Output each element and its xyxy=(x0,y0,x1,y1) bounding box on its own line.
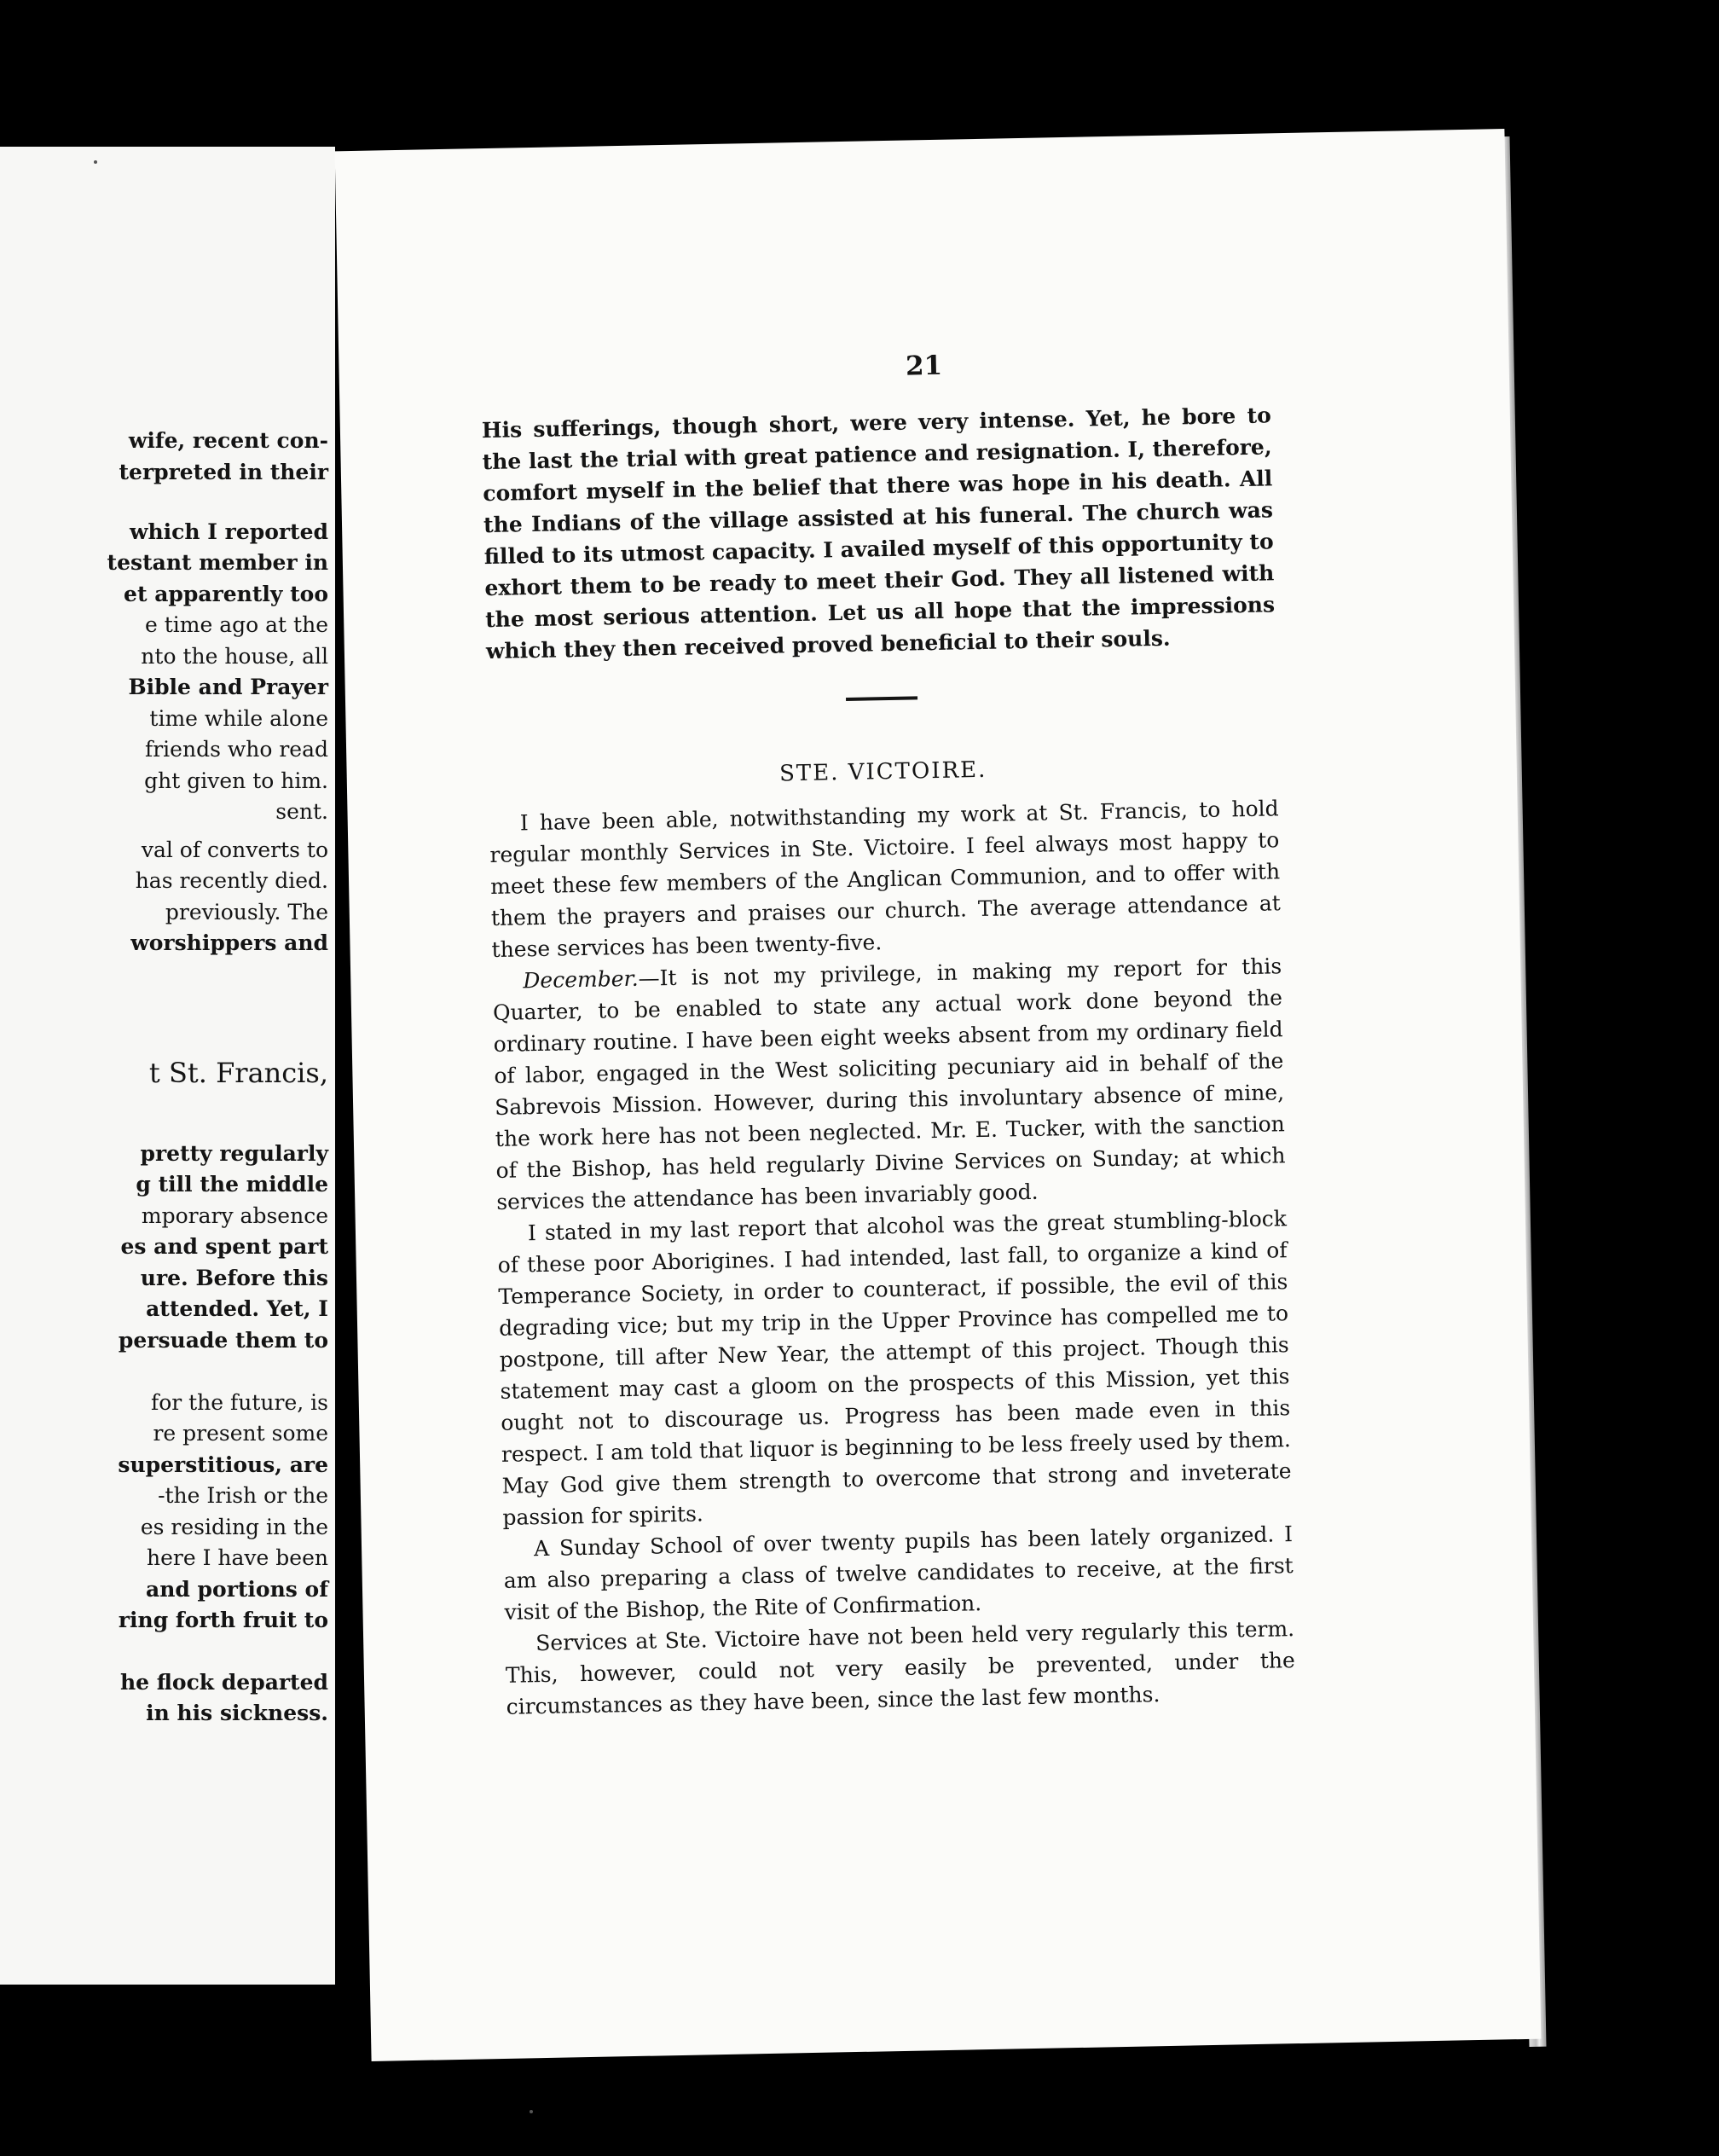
left-text-fragment: mporary absence xyxy=(141,1203,328,1228)
left-text-fragment: friends who read xyxy=(144,737,328,762)
right-page xyxy=(335,129,1542,2061)
paragraph-text: —It is not my privilege, in making my report for this Quarter, to be enabled to state any actual work done beyond the ordinary routine. I have been eight weeks absent from my ordinary field of labor, engaged in the West soliciting pecuniary aid in behalf of the Sabrevois Mission. However, during this involuntary absence of mine, the work here has not been neglected. Mr. E. Tucker, with the sanction of the Bishop, has held regularly Divine Services on Sunday; at which services the attendance has been invariably good. xyxy=(492,953,1286,1214)
left-text-fragment: Bible and Prayer xyxy=(128,675,328,699)
left-text-fragment: which I reported xyxy=(129,519,328,544)
left-text-fragment: es and spent part xyxy=(120,1234,328,1259)
left-heading-fragment: t St. Francis, xyxy=(148,1057,328,1089)
left-text-fragment: val of converts to xyxy=(141,837,328,862)
section-heading: STE. VICTOIRE. xyxy=(778,756,987,787)
paragraph: Services at Ste. Victoire have not been held very regularly this term. This, however, could not very easily be prevented, under the circumstances as they have been, since the last few months. xyxy=(505,1616,1296,1719)
left-text-fragment: re present some xyxy=(153,1421,328,1446)
section-divider xyxy=(846,696,917,701)
left-text-fragment: superstitious, are xyxy=(118,1452,328,1477)
left-text-fragment: testant member in xyxy=(107,550,328,575)
left-facing-page xyxy=(0,147,335,1985)
left-text-fragment: nto the house, all xyxy=(141,644,328,669)
left-text-fragment: previously. The xyxy=(165,900,328,924)
paragraph: I have been able, notwithstanding my work at St. Francis, to hold regular monthly Services in Ste. Victoire. I feel always most happy to meet these few members of the Anglican Communion, and to offer with them the prayers and praises our church. The average attendance at these services has been twenty-five. xyxy=(489,796,1282,963)
section-body xyxy=(489,792,1295,1723)
month-label: December. xyxy=(523,965,639,994)
left-text-fragment: for the future, is xyxy=(150,1390,328,1415)
left-text-fragment: terpreted in their xyxy=(119,460,328,484)
left-text-fragment: and portions of xyxy=(146,1577,328,1602)
left-text-fragment: et apparently too xyxy=(124,582,328,606)
page-number: 21 xyxy=(905,350,943,382)
left-text-fragment: here I have been xyxy=(147,1545,328,1570)
left-text-fragment: worshippers and xyxy=(130,930,328,955)
paragraph: A Sunday School of over twenty pupils has been lately organized. I am also preparing a class of twelve candidates to receive, at the first visit of the Bishop, the Rite of Confirmation. xyxy=(503,1521,1294,1625)
left-text-fragment: -the Irish or the xyxy=(158,1483,328,1508)
paragraph: I stated in my last report that alcohol was the great stumbling-block of these poor Aborigines. I had intended, last fall, to organize a kind of Temperance Society, in order to counteract, if possible, the evil of this degrading vice; but my trip in the Upper Province has compelled me to postpone, till after New Year, the attempt of this project. Though this statement may cast a gloom on the prospects of this Mission, yet this ought not to discourage us. Progress has been made even in this respect. I am told that liquor is beginning to be less freely used by them. May God give them strength to overcome that strong and inveterate passion for spirits. xyxy=(497,1206,1292,1530)
scan-speck xyxy=(94,160,97,164)
left-text-fragment: es residing in the xyxy=(140,1515,328,1539)
opening-paragraph: His sufferings, though short, were very intense. Yet, he bore to the last the trial with great patience and resignation. I, therefore, comfort myself in the belief that there was hope in his death. All the Indians of the village assisted at his funeral. The church was filled to its utmost capacity. I availed myself of this opportunity to exhort them to be ready to meet their God. They all listened with the most serious attention. Let us all hope that the impressions which they then received proved beneficial to their souls. xyxy=(481,403,1276,664)
left-text-fragment: time while alone xyxy=(149,706,328,731)
left-text-fragment: persuade them to xyxy=(118,1328,328,1353)
left-text-fragment: he flock departed xyxy=(119,1670,328,1695)
left-text-fragment: attended. Yet, I xyxy=(146,1296,328,1321)
left-text-fragment: has recently died. xyxy=(135,868,328,893)
paragraph xyxy=(492,950,1287,1218)
scan-speck xyxy=(530,2110,533,2113)
left-text-fragment: in his sickness. xyxy=(146,1701,328,1725)
left-text-fragment: g till the middle xyxy=(136,1172,328,1197)
left-text-fragment: ure. Before this xyxy=(140,1266,328,1290)
left-text-fragment: sent. xyxy=(275,799,328,824)
left-text-fragment: pretty regularly xyxy=(140,1141,328,1166)
left-text-fragment: e time ago at the xyxy=(145,612,328,637)
left-text-fragment: ring forth fruit to xyxy=(118,1608,328,1632)
page-body xyxy=(482,399,1296,1722)
left-text-fragment: wife, recent con- xyxy=(128,428,328,453)
left-text-fragment: ght given to him. xyxy=(144,768,328,793)
